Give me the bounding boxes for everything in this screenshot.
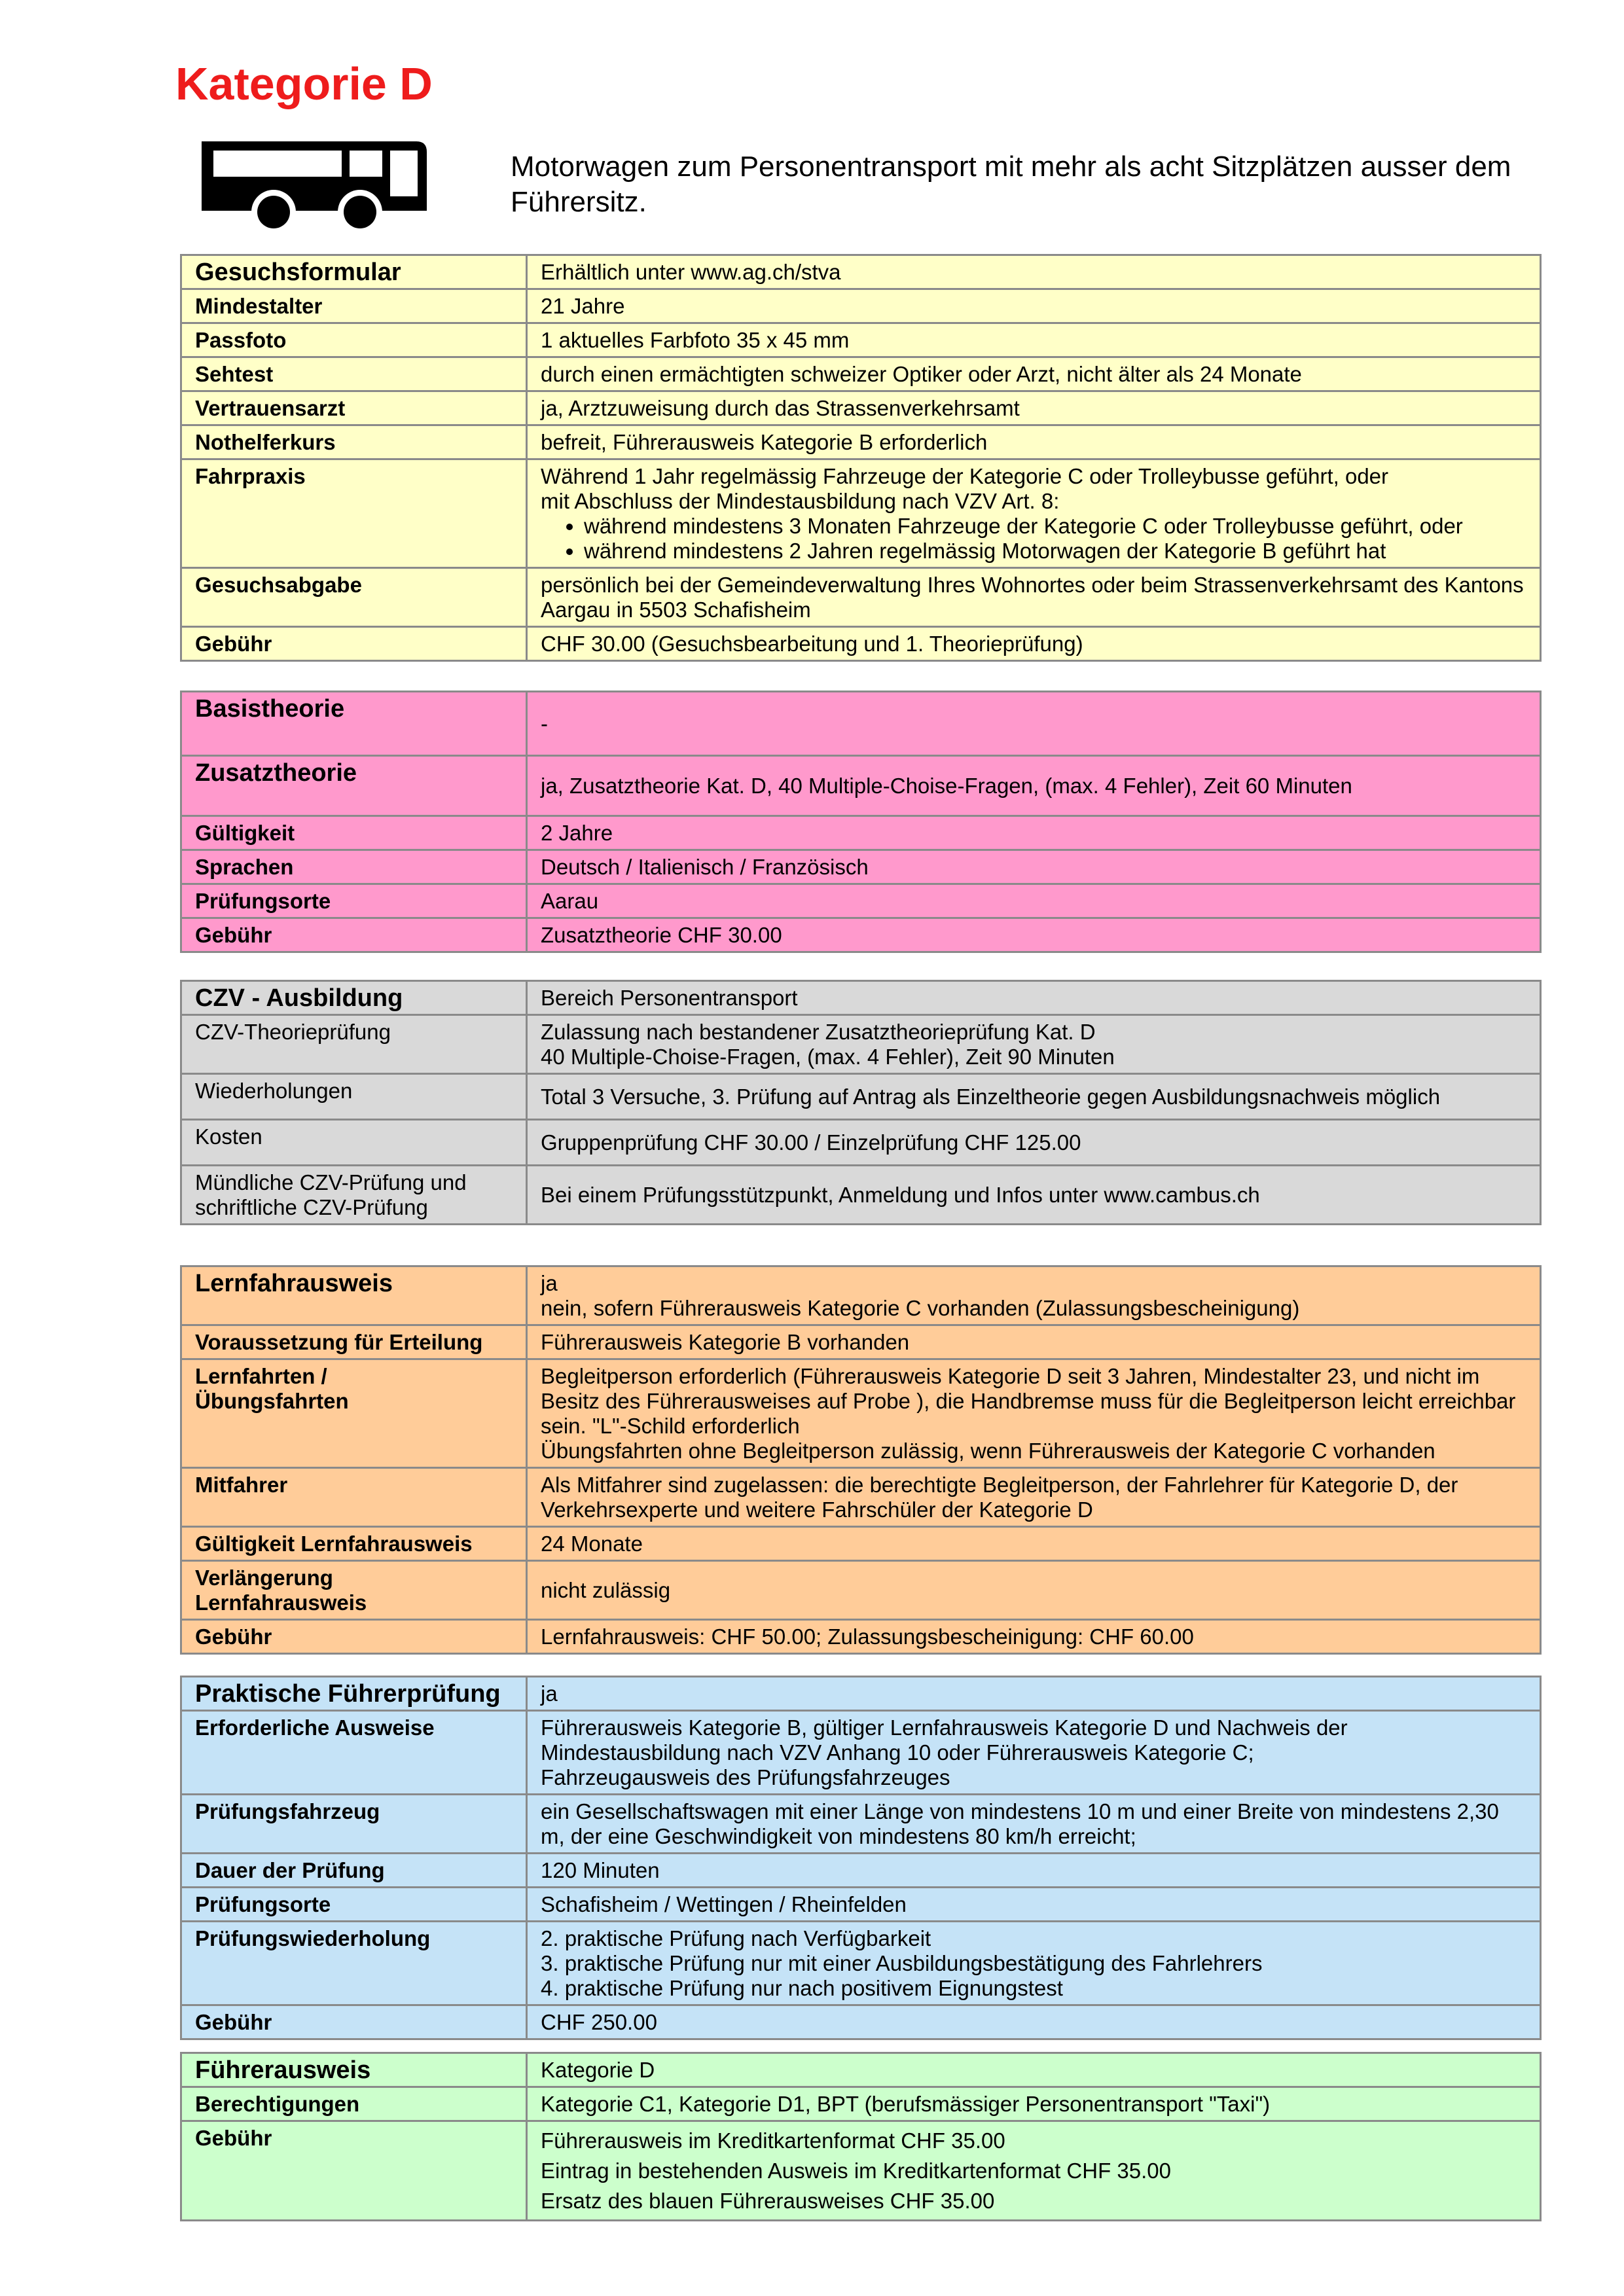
value-line: Führerausweis Kategorie B, gültiger Lernfahrausweis Kategorie D und Nachweis der Mindestausbildung nach VZV Anhang 10 oder Führerausweis Kategorie C;: [541, 1715, 1348, 1765]
label-line: Mündliche CZV-Prüfung und: [195, 1170, 467, 1194]
section-header-value: Erhältlich unter www.ag.ch/stva: [527, 255, 1541, 289]
table-row: [181, 1711, 1541, 1795]
row-value: Als Mitfahrer sind zugelassen: die berechtigte Begleitperson, der Fahrlehrer für Kategorie D, der Verkehrsexperte und weitere Fahrschüler der Kategorie D: [527, 1468, 1541, 1527]
table-row: [181, 1359, 1541, 1468]
table-row: [181, 459, 1541, 568]
row-value: durch einen ermächtigten schweizer Optiker oder Arzt, nicht älter als 24 Monate: [527, 357, 1541, 391]
category-description: Motorwagen zum Personentransport mit mehr als acht Sitzplätzen ausser dem Führersitz.: [511, 151, 1511, 218]
table-row: [181, 1854, 1541, 1888]
row-value: CHF 250.00: [527, 2005, 1541, 2039]
row-value: 24 Monate: [527, 1527, 1541, 1561]
bullet-item: • während mindestens 2 Jahren regelmässig Motorwagen der Kategorie B geführt hat: [584, 539, 1526, 564]
row-value: Zusatztheorie CHF 30.00: [527, 918, 1541, 952]
row-label: CZV-Theorieprüfung: [181, 1015, 527, 1074]
table-row: [181, 756, 1541, 816]
row-value: Lernfahrausweis: CHF 50.00; Zulassungsbescheinigung: CHF 60.00: [527, 1620, 1541, 1654]
row-label: [181, 1359, 527, 1468]
row-value: persönlich bei der Gemeindeverwaltung Ihres Wohnortes oder beim Strassenverkehrsamt des Kantons Aargau in 5503 Schafisheim: [527, 568, 1541, 627]
section-header-value: [527, 1266, 1541, 1325]
row-value: Führerausweis Kategorie B vorhanden: [527, 1325, 1541, 1359]
table-row: [181, 1620, 1541, 1654]
row-value: Schafisheim / Wettingen / Rheinfelden: [527, 1888, 1541, 1922]
table-row: [181, 357, 1541, 391]
row-value: Gruppenprüfung CHF 30.00 / Einzelprüfung CHF 125.00: [527, 1120, 1541, 1166]
row-label: Kosten: [181, 1120, 527, 1166]
row-value: Deutsch / Italienisch / Französisch: [527, 850, 1541, 884]
table-row: [181, 568, 1541, 627]
table-row: [181, 981, 1541, 1015]
section-header-value: Kategorie D: [527, 2053, 1541, 2087]
table-row: [181, 1015, 1541, 1074]
learner-permit-table: [180, 1265, 1542, 1655]
row-label: Mindestalter: [181, 289, 527, 323]
row-value: Total 3 Versuche, 3. Prüfung auf Antrag als Einzeltheorie gegen Ausbildungsnachweis möglich: [527, 1074, 1541, 1120]
section-header-label: Führerausweis: [181, 2053, 527, 2087]
bullet-item: • während mindestens 3 Monaten Fahrzeuge der Kategorie C oder Trolleybusse geführt, oder: [584, 514, 1526, 539]
table-row: [181, 391, 1541, 425]
table-row: [181, 1888, 1541, 1922]
row-label: Gebühr: [181, 627, 527, 661]
label-line: Lernfahrten /: [195, 1364, 327, 1388]
practical-exam-table: [180, 1676, 1542, 2040]
value-line: nein, sofern Führerausweis Kategorie C vorhanden (Zulassungsbescheinigung): [541, 1296, 1300, 1320]
table-row: [181, 1922, 1541, 2005]
row-value: [527, 459, 1541, 568]
table-row: [181, 1325, 1541, 1359]
row-label: Prüfungsorte: [181, 884, 527, 918]
table-row: [181, 1074, 1541, 1120]
value-line: mit Abschluss der Mindestausbildung nach VZV Art. 8:: [541, 489, 1060, 513]
row-label: Prüfungswiederholung: [181, 1922, 527, 2005]
label-line: Lernfahrausweis: [195, 1590, 367, 1615]
row-value: -: [527, 692, 1541, 756]
row-label: Basistheorie: [181, 692, 527, 756]
row-label: Dauer der Prüfung: [181, 1854, 527, 1888]
value-line: Zulassung nach bestandener Zusatztheorieprüfung Kat. D: [541, 1020, 1096, 1044]
row-label: Zusatztheorie: [181, 756, 527, 816]
row-label: Sprachen: [181, 850, 527, 884]
row-label: Voraussetzung für Erteilung: [181, 1325, 527, 1359]
label-line: Übungsfahrten: [195, 1389, 349, 1413]
row-value: nicht zulässig: [527, 1561, 1541, 1620]
label-line: Verlängerung: [195, 1566, 333, 1590]
row-value: 120 Minuten: [527, 1854, 1541, 1888]
section-header-value: Bereich Personentransport: [527, 981, 1541, 1015]
table-row: [181, 1561, 1541, 1620]
row-label: [181, 1166, 527, 1225]
row-label: Mitfahrer: [181, 1468, 527, 1527]
table-row: [181, 289, 1541, 323]
row-value: ja, Arztzuweisung durch das Strassenverkehrsamt: [527, 391, 1541, 425]
row-label: Prüfungsfahrzeug: [181, 1795, 527, 1854]
table-row: [181, 425, 1541, 459]
row-label: Erforderliche Ausweise: [181, 1711, 527, 1795]
table-row: [181, 1527, 1541, 1561]
value-line: Begleitperson erforderlich (Führerausweis Kategorie D seit 3 Jahren, Mindestalter 23, und nicht im Besitz des Führerausweises auf Probe ), die Handbremse muss für die Begleitperson leicht erreichbar sein. "L"-Schild erforderlich: [541, 1364, 1516, 1438]
application-table: [180, 254, 1542, 662]
row-label: Berechtigungen: [181, 2087, 527, 2121]
table-row: [181, 2005, 1541, 2039]
value-line: 40 Multiple-Choise-Fragen, (max. 4 Fehler), Zeit 90 Minuten: [541, 1045, 1115, 1069]
row-value: Kategorie C1, Kategorie D1, BPT (berufsmässiger Personentransport "Taxi"): [527, 2087, 1541, 2121]
row-label: Vertrauensarzt: [181, 391, 527, 425]
table-row: [181, 255, 1541, 289]
row-value: ja, Zusatztheorie Kat. D, 40 Multiple-Choise-Fragen, (max. 4 Fehler), Zeit 60 Minuten: [527, 756, 1541, 816]
section-header-label: CZV - Ausbildung: [181, 981, 527, 1015]
row-label: Gültigkeit Lernfahrausweis: [181, 1527, 527, 1561]
table-row: [181, 1266, 1541, 1325]
czv-table: [180, 980, 1542, 1225]
table-row: [181, 816, 1541, 850]
row-label: Gebühr: [181, 2005, 527, 2039]
bus-icon: [196, 137, 432, 236]
section-header-label: Praktische Führerprüfung: [181, 1677, 527, 1711]
table-row: [181, 1795, 1541, 1854]
row-value: Aarau: [527, 884, 1541, 918]
row-value: befreit, Führerausweis Kategorie B erforderlich: [527, 425, 1541, 459]
row-value: Bei einem Prüfungsstützpunkt, Anmeldung und Infos unter www.cambus.ch: [527, 1166, 1541, 1225]
section-header-label: Lernfahrausweis: [181, 1266, 527, 1325]
value-line: ja: [541, 1271, 558, 1295]
bullet-list: [541, 514, 1526, 564]
table-row: [181, 1120, 1541, 1166]
row-label: Passfoto: [181, 323, 527, 357]
table-row: [181, 323, 1541, 357]
value-line: 4. praktische Prüfung nur nach positivem Eignungstest: [541, 1976, 1063, 2000]
row-value: [527, 1015, 1541, 1074]
row-value: 21 Jahre: [527, 289, 1541, 323]
table-row: [181, 850, 1541, 884]
row-value: [527, 1922, 1541, 2005]
row-label: Fahrpraxis: [181, 459, 527, 568]
row-value: ein Gesellschaftswagen mit einer Länge von mindestens 10 m und einer Breite von mindestens 2,30 m, der eine Geschwindigkeit von mindestens 80 km/h erreicht;: [527, 1795, 1541, 1854]
value-line: Fahrzeugausweis des Prüfungsfahrzeuges: [541, 1765, 950, 1789]
row-label: Gebühr: [181, 2121, 527, 2221]
row-label: Gesuchsabgabe: [181, 568, 527, 627]
row-value: [527, 2121, 1541, 2221]
row-label: Gebühr: [181, 918, 527, 952]
row-value: 2 Jahre: [527, 816, 1541, 850]
value-line: 3. praktische Prüfung nur mit einer Ausbildungsbestätigung des Fahrlehrers: [541, 1951, 1263, 1975]
table-row: [181, 2053, 1541, 2087]
page-title: Kategorie D: [175, 58, 433, 109]
row-label: Gültigkeit: [181, 816, 527, 850]
row-label: Sehtest: [181, 357, 527, 391]
table-row: [181, 2087, 1541, 2121]
table-row: [181, 1677, 1541, 1711]
license-table: [180, 2052, 1542, 2221]
section-header-label: Gesuchsformular: [181, 255, 527, 289]
table-row: [181, 884, 1541, 918]
row-label: [181, 1561, 527, 1620]
row-label: Wiederholungen: [181, 1074, 527, 1120]
value-line: Ersatz des blauen Führerausweises CHF 35.00: [541, 2189, 995, 2213]
row-value: CHF 30.00 (Gesuchsbearbeitung und 1. Theorieprüfung): [527, 627, 1541, 661]
table-row: [181, 1468, 1541, 1527]
value-line: Eintrag in bestehenden Ausweis im Kreditkartenformat CHF 35.00: [541, 2159, 1171, 2183]
label-line: schriftliche CZV-Prüfung: [195, 1195, 428, 1219]
section-header-value: ja: [527, 1677, 1541, 1711]
row-value: [527, 1711, 1541, 1795]
table-row: [181, 692, 1541, 756]
table-row: [181, 2121, 1541, 2221]
value-line: Übungsfahrten ohne Begleitperson zulässig, wenn Führerausweis der Kategorie C vorhanden: [541, 1439, 1435, 1463]
value-line: Führerausweis im Kreditkartenformat CHF 35.00: [541, 2128, 1005, 2153]
table-row: [181, 627, 1541, 661]
row-label: Nothelferkurs: [181, 425, 527, 459]
table-row: [181, 918, 1541, 952]
value-line: Während 1 Jahr regelmässig Fahrzeuge der Kategorie C oder Trolleybusse geführt, oder: [541, 464, 1389, 488]
table-row: [181, 1166, 1541, 1225]
row-value: [527, 1359, 1541, 1468]
value-line: 2. praktische Prüfung nach Verfügbarkeit: [541, 1926, 931, 1950]
row-label: Prüfungsorte: [181, 1888, 527, 1922]
row-label: Gebühr: [181, 1620, 527, 1654]
theory-table: [180, 691, 1542, 953]
row-value: 1 aktuelles Farbfoto 35 x 45 mm: [527, 323, 1541, 357]
